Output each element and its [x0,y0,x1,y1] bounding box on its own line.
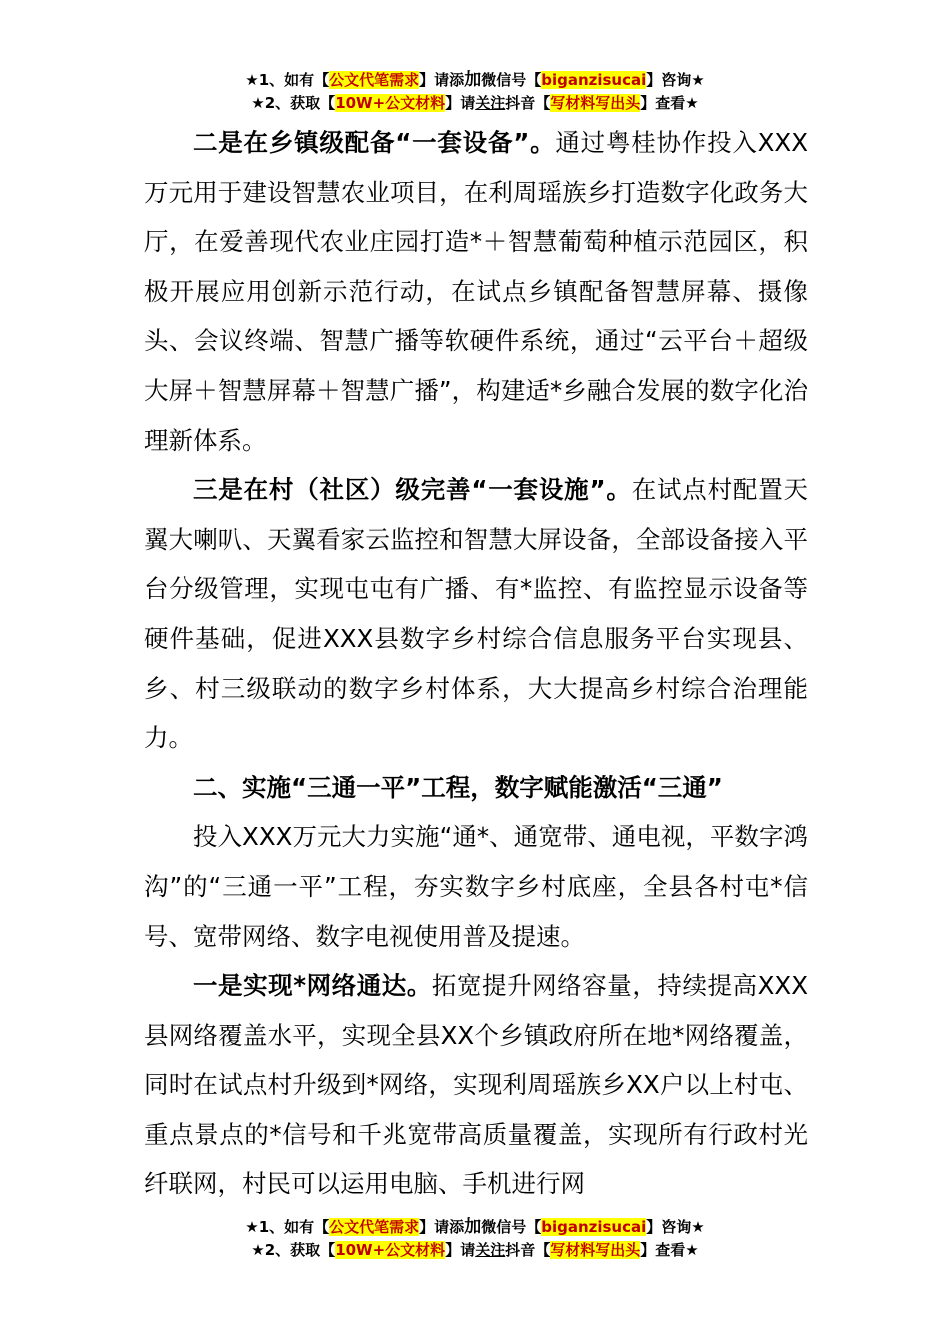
paragraph [144,118,808,465]
paragraph-lead: 一是实现*网络通达。 [193,971,432,1001]
paragraph-text: 拓宽提升网络容量，持续提高XXX县网络覆盖水平，实现全县XX个乡镇政府所在地*网络覆盖，同时在试点村升级到*网络，实现利周瑶族乡XX户以上村屯、重点景点的*信号和千兆宽带高质量覆盖，实现所有行政村光纤联网，村民可以运用电脑、手机进行网 [144,971,808,1199]
banner-douyin-id: 写材料写出头 [550,94,641,112]
banner-line-2: ★2、获取【10W+公文材料】请关注抖音【写材料写出头】查看★ [251,94,699,112]
banner-highlight: 10W+公文材料 [335,1241,446,1259]
header-banner [0,69,950,115]
banner-highlight: 公文代笔需求 [329,71,420,89]
section-heading: 二、实施“三通一平”工程，数字赋能激活“三通” [193,772,723,802]
document-body [144,118,808,1209]
banner-line-2: ★2、获取【10W+公文材料】请关注抖音【写材料写出头】查看★ [251,1241,699,1259]
paragraph-text: 投入XXX万元大力实施“通*、通宽带、通电视，平数字鸿沟”的“三通一平”工程，夯实数字乡村底座，全县各村屯*信号、宽带网络、数字电视使用普及提速。 [144,822,808,951]
banner-wechat-id: biganzisucai [541,1218,647,1236]
banner-highlight: 公文代笔需求 [329,1218,420,1236]
paragraph-lead: 二是在乡镇级配备“一套设备”。 [193,128,556,157]
banner-line-1: ★1、如有【公文代笔需求】请添加微信号【biganzisucai】咨询★ [245,1217,705,1237]
banner-line-1: ★1、如有【公文代笔需求】请添加微信号【biganzisucai】咨询★ [245,70,705,90]
paragraph-text: 通过粤桂协作投入XXX万元用于建设智慧农业项目，在利周瑶族乡打造数字化政务大厅，在爱善现代农业庄园打造*＋智慧葡萄种植示范园区，积极开展应用创新示范行动，在试点乡镇配备智慧屏幕、摄像头、会议终端、智慧广播等软硬件系统，通过“云平台＋超级大屏＋智慧屏幕＋智慧广播”，构建适*乡融合发展的数字化治理新体系。 [144,128,808,455]
paragraph [144,812,808,961]
paragraph [144,961,808,1209]
paragraph [144,465,808,763]
paragraph-text: 在试点村配置天翼大喇叭、天翼看家云监控和智慧大屏设备，全部设备接入平台分级管理，实现屯屯有广播、有*监控、有监控显示设备等硬件基础，促进XXX县数字乡村综合信息服务平台实现县、乡、村三级联动的数字乡村体系，大大提高乡村综合治理能力。 [144,475,809,753]
footer-banner [0,1216,950,1262]
banner-highlight: 10W+公文材料 [335,94,446,112]
banner-douyin-id: 写材料写出头 [550,1241,641,1259]
banner-wechat-id: biganzisucai [541,71,647,89]
paragraph-lead: 三是在村（社区）级完善“一套设施”。 [193,475,632,505]
